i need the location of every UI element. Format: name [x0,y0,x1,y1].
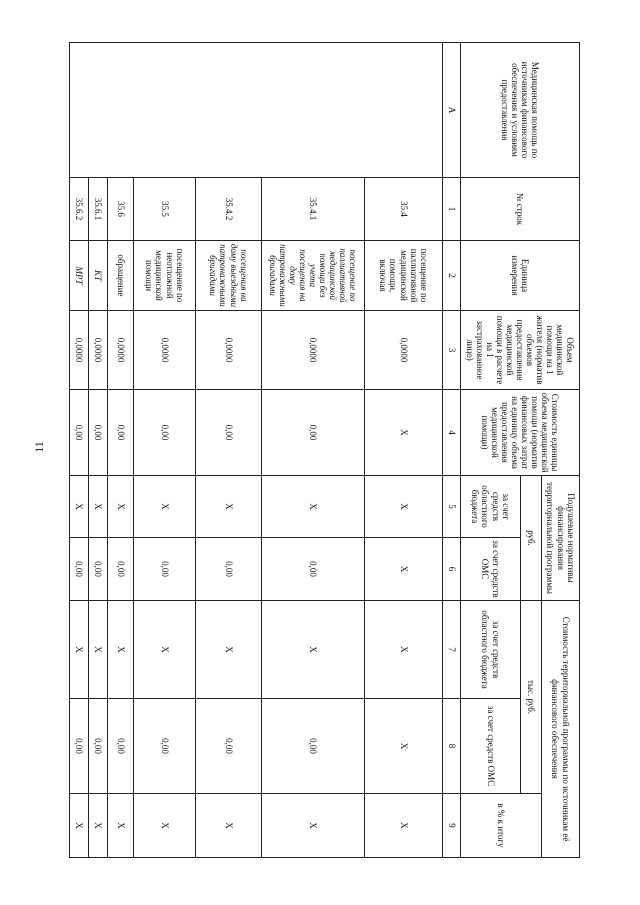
norm-budget-cell: X [89,476,108,538]
header-cost-oms: за счет средств ОМС [461,699,521,794]
percent-cell: X [89,794,108,858]
header-norms-budget: за счет средств областного бюджета [461,476,521,538]
column-number: 8 [443,699,461,794]
row-number: 35.4.2 [196,178,262,241]
volume-cell: 0,0000 [196,311,262,390]
row-number: 35.4 [365,178,443,241]
norm-oms-cell: X [365,538,443,601]
cost-oms-cell: 0,00 [70,699,89,794]
table-row [365,43,443,858]
unit-cell: КТ [89,241,108,311]
column-number: 4 [443,390,461,476]
cost-budget-cell: X [134,601,196,699]
norm-budget-cell: X [365,476,443,538]
cost-budget-cell: X [196,601,262,699]
header-col-a: Медицинская помощь по источникам финансового обеспечения и условиям предоставления [461,43,580,178]
percent-cell: X [134,794,196,858]
unit-cell: МРТ [70,241,89,311]
cost-budget-cell: X [70,601,89,699]
percent-cell: X [262,794,365,858]
cost-budget-cell: X [89,601,108,699]
header-cost-budget: за счет средств областного бюджета [461,601,521,699]
cost-oms-cell: 0,00 [108,699,134,794]
norm-oms-cell: 0,00 [262,538,365,601]
column-number: 2 [443,241,461,311]
column-number: 5 [443,476,461,538]
header-norms-unit: руб. [521,476,542,601]
cost-oms-cell: 0,00 [262,699,365,794]
row-number: 35.6.2 [70,178,89,241]
row-number: 35.6 [108,178,134,241]
header-unit-cost: Стоимость единицы объема медицинской помощи (норматив финансовых затрат на единицу объема предоставления медицинской помощи) [461,390,580,476]
cost-oms-cell: 0,00 [89,699,108,794]
unit-cost-cell: X [365,390,443,476]
column-number: А [443,43,461,178]
norm-budget-cell: X [70,476,89,538]
norm-budget-cell: X [196,476,262,538]
row-number: 35.6.1 [89,178,108,241]
column-number-row [443,43,461,858]
header-group-norms: Подушевые нормативы финансирования территориальной программы [542,476,580,601]
unit-cost-cell: 0,00 [196,390,262,476]
cost-oms-cell: X [365,699,443,794]
norm-oms-cell: 0,00 [196,538,262,601]
column-number: 1 [443,178,461,241]
norm-oms-cell: 0,00 [89,538,108,601]
row-number: 35.4.1 [262,178,365,241]
header-norms-oms: за счет средств ОМС [461,538,521,601]
column-number: 7 [443,601,461,699]
cost-budget-cell: X [262,601,365,699]
norm-oms-cell: 0,00 [70,538,89,601]
norm-budget-cell: X [108,476,134,538]
volume-cell: 0,0000 [70,311,89,390]
unit-cost-cell: 0,00 [262,390,365,476]
percent-cell: X [108,794,134,858]
volume-cell: 0,0000 [365,311,443,390]
unit-cost-cell: 0,00 [89,390,108,476]
header-percent: в % к итогу [461,794,542,858]
unit-cell: посещение по неотложной медицинской помощи [134,241,196,311]
volume-cell: 0,0000 [108,311,134,390]
column-number: 3 [443,311,461,390]
unit-cell: обращение [108,241,134,311]
header-unit: Единица измерения [461,241,580,311]
volume-cell: 0,0000 [89,311,108,390]
cost-oms-cell: 0,00 [134,699,196,794]
rotated-table-container [60,42,580,857]
header-group-cost: Стоимость территориальной программы по источникам её финансового обеспечения [542,601,580,858]
percent-cell: X [365,794,443,858]
header-volume: Объем медицинской помощи на 1 жителя (норматив объемов предоставления медицинской помощи в расчете на 1 застрахованное лицо) [461,311,580,390]
percent-cell: X [70,794,89,858]
column-number: 9 [443,794,461,858]
cost-table [69,42,580,858]
row-number: 35.5 [134,178,196,241]
header-cost-unit: тыс. руб. [521,601,542,794]
unit-cost-cell: 0,00 [134,390,196,476]
page-number: 11 [31,441,46,453]
unit-cell: посещение по паллиативной медицинской помощи без учета посещения на дому патронажными бригадами [262,241,365,311]
norm-budget-cell: X [262,476,365,538]
norm-oms-cell: 0,00 [134,538,196,601]
unit-cost-cell: 0,00 [108,390,134,476]
unit-cell: посещение по паллиативной медицинской помощи, включая [365,241,443,311]
norm-budget-cell: X [134,476,196,538]
unit-cell: посещения на дому выездными патронажными бригадами [196,241,262,311]
source-category-cell [70,43,443,178]
cost-budget-cell: X [365,601,443,699]
percent-cell: X [196,794,262,858]
cost-oms-cell: 0,00 [196,699,262,794]
volume-cell: 0,0000 [134,311,196,390]
volume-cell: 0,0000 [262,311,365,390]
column-number: 6 [443,538,461,601]
header-row-number: № строк [461,178,580,241]
cost-budget-cell: X [108,601,134,699]
norm-oms-cell: 0,00 [108,538,134,601]
unit-cost-cell: 0,00 [70,390,89,476]
